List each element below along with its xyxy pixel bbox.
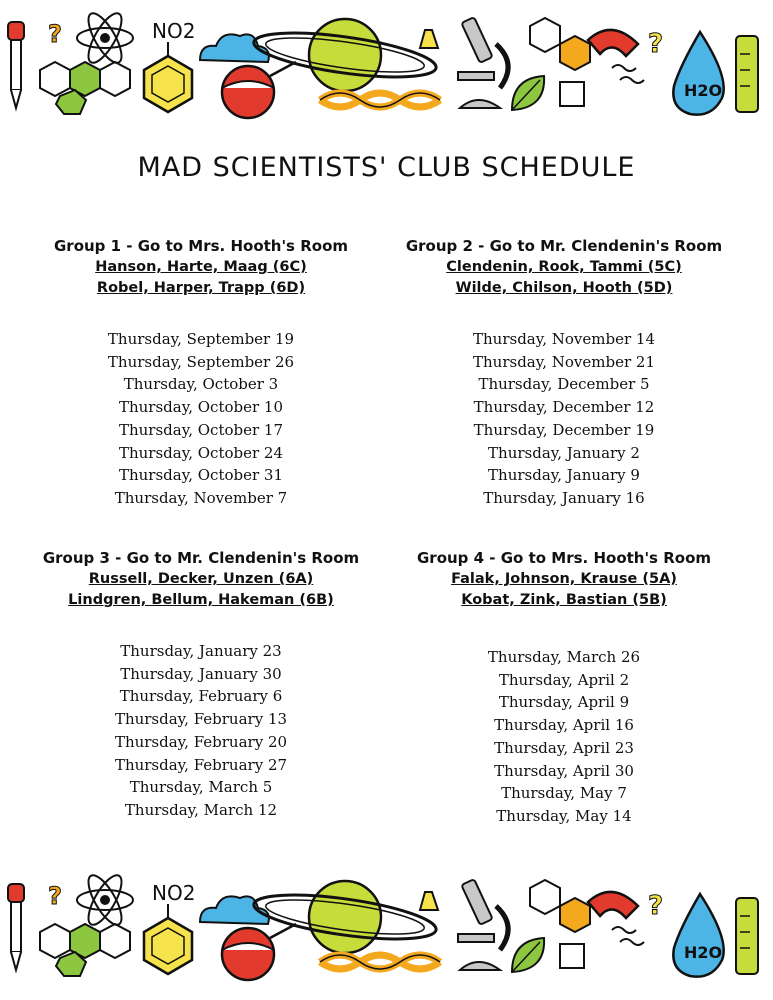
- atom-icon: [77, 9, 133, 67]
- group-members: Falak, Johnson, Krause (5A): [451, 571, 677, 587]
- science-doodles: [0, 862, 773, 987]
- molecule-icon: [40, 62, 130, 114]
- date-item: Thursday, May 7: [501, 784, 627, 803]
- date-item: Thursday, April 30: [494, 761, 634, 780]
- date-item: Thursday, September 26: [107, 352, 295, 371]
- planet-icon: [251, 881, 438, 953]
- date-item: Thursday, February 6: [119, 687, 283, 706]
- question-mark-icon: [648, 891, 663, 921]
- svg-text:?: ?: [48, 882, 62, 910]
- group-members: Hanson, Harte, Maag (6C): [95, 259, 307, 275]
- date-item: Thursday, November 7: [114, 488, 288, 507]
- date-item: Thursday, November 14: [473, 330, 655, 348]
- science-doodles: [0, 0, 773, 125]
- date-item: Thursday, December 19: [473, 420, 655, 439]
- planet-icon: [251, 19, 438, 91]
- microscope-icon: [458, 17, 508, 108]
- magnet-icon: [588, 892, 644, 945]
- svg-text:?: ?: [48, 20, 62, 48]
- date-item: Thursday, November 21: [473, 352, 655, 371]
- svg-text:?: ?: [648, 891, 664, 921]
- question-mark-icon: [648, 29, 663, 59]
- date-item: Thursday, September 19: [107, 330, 295, 348]
- date-list: [384, 328, 744, 510]
- question-mark-icon: [48, 882, 62, 910]
- dna-icon: [320, 955, 440, 969]
- science-banner-bottom: [0, 862, 773, 987]
- group-members: Robel, Harper, Trapp (6D): [96, 280, 306, 296]
- group-heading: Group 2 - Go to Mr. Clendenin's Room: [405, 237, 723, 255]
- no2-label: NO2: [152, 19, 196, 43]
- date-item: Thursday, March 26: [487, 648, 641, 666]
- group-1-schedule: [21, 236, 381, 510]
- no2-benzene-icon: [144, 19, 195, 112]
- group-heading: Group 3 - Go to Mr. Clendenin's Room: [42, 549, 360, 567]
- group-members: Kobat, Zink, Bastian (5B): [461, 592, 667, 608]
- science-banner-top: [0, 0, 773, 125]
- leaf-icon: [512, 76, 544, 110]
- date-item: Thursday, January 30: [120, 664, 282, 683]
- date-item: Thursday, October 3: [123, 375, 279, 394]
- question-mark-icon: [48, 20, 62, 48]
- no2-label: NO2: [152, 881, 196, 905]
- date-item: Thursday, February 13: [114, 710, 288, 729]
- date-item: Thursday, May 14: [496, 806, 632, 825]
- group-4-schedule: [384, 548, 744, 828]
- date-item: Thursday, January 23: [120, 642, 282, 660]
- date-item: Thursday, January 2: [488, 443, 640, 462]
- atom-icon: [77, 871, 133, 929]
- date-item: Thursday, December 5: [478, 375, 650, 394]
- group-members: Wilde, Chilson, Hooth (5D): [455, 280, 673, 296]
- date-item: Thursday, January 16: [483, 488, 645, 507]
- date-item: Thursday, April 16: [494, 716, 634, 735]
- svg-text:?: ?: [648, 29, 664, 59]
- h2o-label: H2O: [684, 943, 723, 962]
- date-list: [384, 646, 744, 828]
- beaker-icon: [420, 30, 438, 48]
- dropper-icon: [8, 22, 24, 108]
- date-item: Thursday, February 20: [114, 732, 288, 751]
- no2-benzene-icon: [144, 881, 195, 974]
- test-tube-icon: [736, 36, 758, 112]
- dropper-icon: [8, 884, 24, 970]
- date-item: Thursday, October 17: [118, 420, 284, 439]
- dna-icon: [320, 93, 440, 107]
- date-list: [21, 640, 381, 822]
- group-members: Lindgren, Bellum, Hakeman (6B): [68, 592, 334, 608]
- date-item: Thursday, March 12: [124, 800, 278, 819]
- beaker-icon: [420, 892, 438, 910]
- microscope-icon: [458, 879, 508, 970]
- flask-icon: [222, 62, 296, 118]
- magnet-icon: [588, 30, 644, 83]
- date-list: [21, 328, 381, 510]
- date-item: Thursday, April 23: [494, 738, 634, 757]
- water-drop-h2o-icon: [673, 32, 723, 115]
- group-members: Russell, Decker, Unzen (6A): [88, 571, 314, 587]
- date-item: Thursday, April 9: [498, 693, 630, 712]
- water-drop-h2o-icon: [673, 894, 723, 977]
- date-item: Thursday, January 9: [488, 466, 640, 485]
- group-heading: Group 1 - Go to Mrs. Hooth's Room: [53, 237, 349, 255]
- group-heading: Group 4 - Go to Mrs. Hooth's Room: [416, 549, 712, 567]
- date-item: Thursday, October 10: [118, 398, 284, 417]
- h2o-label: H2O: [684, 81, 723, 100]
- page-title: MAD SCIENTISTS' CLUB SCHEDULE: [137, 152, 636, 183]
- date-item: Thursday, March 5: [129, 778, 273, 797]
- date-item: Thursday, October 24: [118, 443, 284, 462]
- date-item: Thursday, December 12: [473, 398, 655, 417]
- date-item: Thursday, October 31: [118, 466, 284, 485]
- date-item: Thursday, February 27: [114, 755, 288, 774]
- flask-icon: [222, 924, 296, 980]
- group-2-schedule: [384, 236, 744, 510]
- group-members: Clendenin, Rook, Tammi (5C): [446, 259, 682, 275]
- group-3-schedule: [21, 548, 381, 822]
- molecule-icon: [40, 924, 130, 976]
- leaf-icon: [512, 938, 544, 972]
- test-tube-icon: [736, 898, 758, 974]
- date-item: Thursday, April 2: [498, 670, 630, 689]
